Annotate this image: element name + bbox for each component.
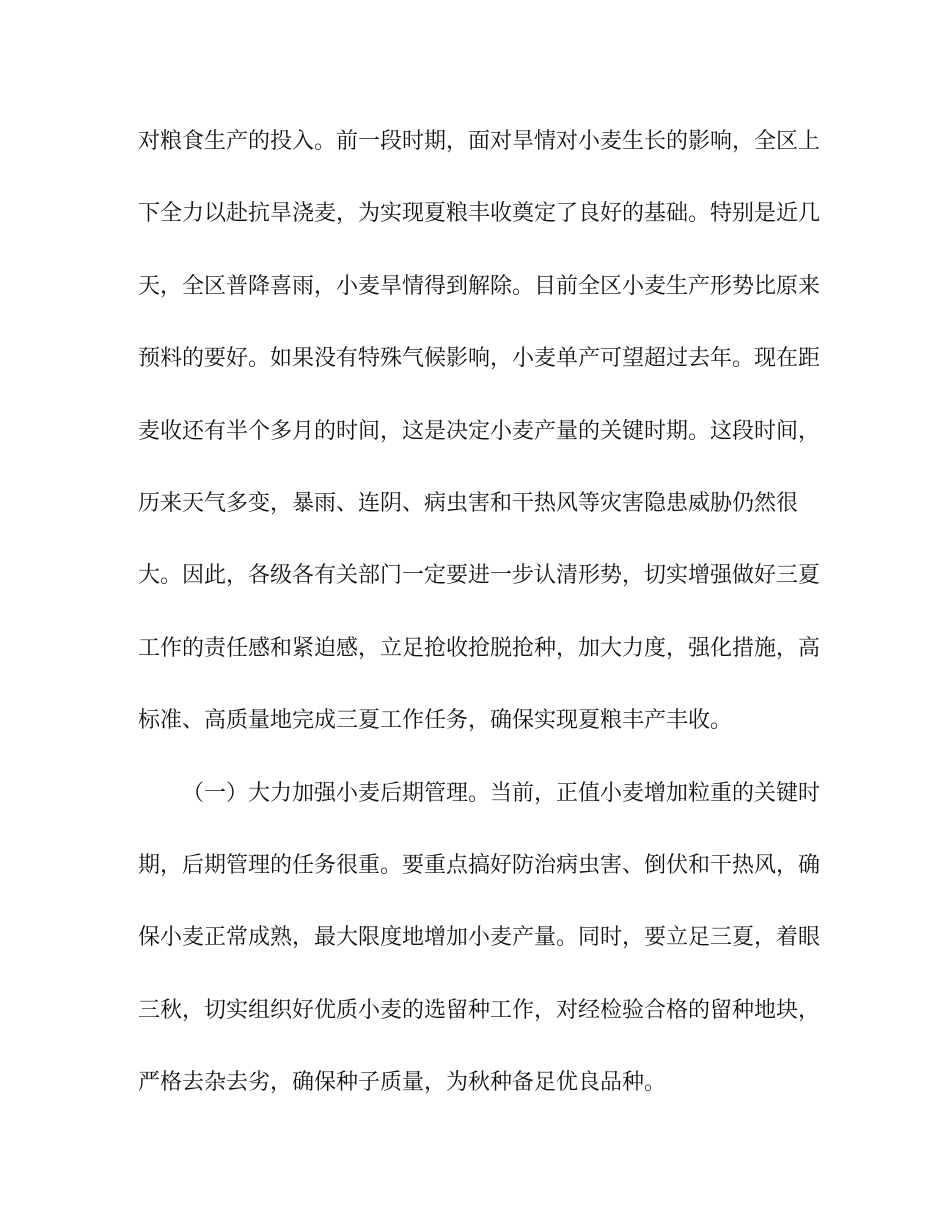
text-line: 预料的要好。如果没有特殊气候影响，小麦单产可望超过去年。现在距 [138, 346, 821, 372]
text-line: 下全力以赴抗旱浇麦，为实现夏粮丰收奠定了良好的基础。特别是近几 [138, 201, 821, 227]
text-line: 麦收还有半个多月的时间，这是决定小麦产量的关键时期。这段时间， [138, 418, 821, 444]
section-heading-line: （一）大力加强小麦后期管理。当前，正值小麦增加粒重的关键时 [182, 780, 821, 806]
text-line: 严格去杂去劣，确保种子质量，为秋种备足优良品种。 [138, 1070, 667, 1096]
text-line: 保小麦正常成熟，最大限度地增加小麦产量。同时，要立足三夏，着眼 [138, 925, 821, 951]
text-line: 三秋，切实组织好优质小麦的选留种工作，对经检验合格的留种地块， [138, 997, 821, 1023]
text-line: 大。因此，各级各有关部门一定要进一步认清形势，切实增强做好三夏 [138, 563, 821, 589]
text-line: 工作的责任感和紧迫感，立足抢收抢脱抢种，加大力度，强化措施，高 [138, 635, 821, 661]
text-line: 历来天气多变，暴雨、连阴、病虫害和干热风等灾害隐患威胁仍然很 [138, 490, 799, 516]
text-line: 期，后期管理的任务很重。要重点搞好防治病虫害、倒伏和干热风，确 [138, 852, 821, 878]
text-line: 对粮食生产的投入。前一段时期，面对旱情对小麦生长的影响，全区上 [138, 129, 821, 154]
text-line: 天，全区普降喜雨，小麦旱情得到解除。目前全区小麦生产形势比原来 [138, 273, 821, 299]
document-body [138, 120, 821, 1133]
text-line: 标准、高质量地完成三夏工作任务，确保实现夏粮丰产丰收。 [138, 708, 733, 734]
